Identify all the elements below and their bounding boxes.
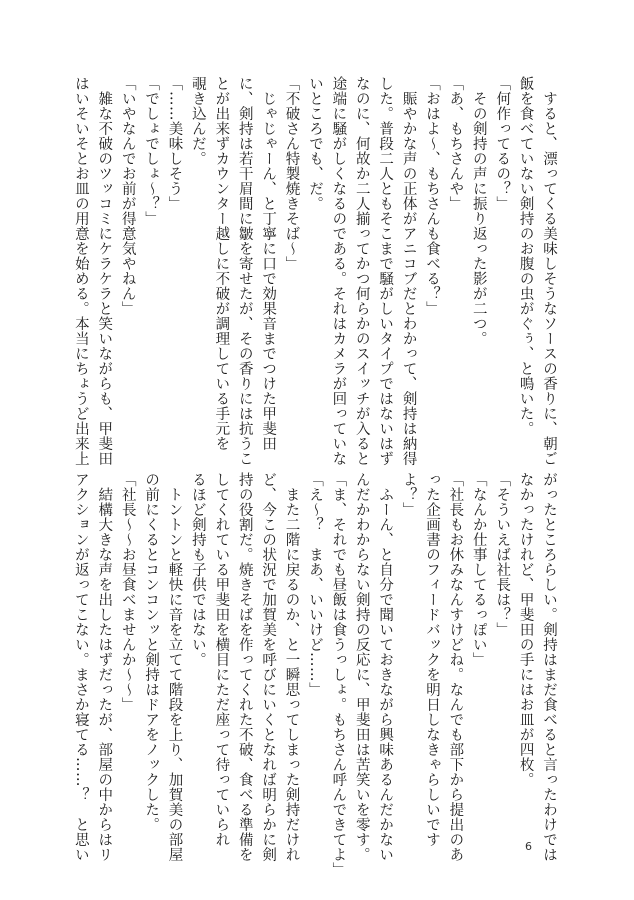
text-line: んだかわからない剣持の反応に、甲斐田は苦笑いを零す。	[353, 472, 370, 862]
text-line: 「え〜？ まあ、いいけど……」	[306, 472, 323, 697]
text-line: した。普段二人ともそこまで騒がしいタイプではないはず	[377, 76, 394, 466]
text-line: 賑やかな声の正体がアニコブだとわかって、剣持は納得	[400, 76, 417, 466]
text-line: ど、今この状況で加賀美を呼びにいくとなれば明らかに剣	[260, 472, 277, 862]
text-line: がったところらしい。剣持はまだ食べると言ったわけでは	[541, 472, 557, 862]
text-line: じゃじゃーん、と丁寧に口で効果音までつけた甲斐田	[260, 76, 277, 451]
text-line: よ？」	[400, 472, 417, 517]
text-line: 雑な不破のツッコミにケラケラと笑いながらも、甲斐田	[96, 76, 113, 466]
text-line: 途端に騒がしくなるのである。それはカメラが回っていな	[330, 76, 347, 466]
text-line: なかったけれど、甲斐田の手にはお皿が四枚。	[517, 472, 534, 787]
text-line: 「いやなんでお前が得意気やねん」	[119, 76, 136, 316]
text-line: その剣持の声に振り返った影が二つ。	[470, 76, 487, 346]
text-line: 結構大きな声を出したはずだったが、部屋の中からはリ	[96, 472, 113, 862]
text-line: った企画書のフィードバックを明日しなきゃらしいです	[423, 472, 440, 847]
text-line: 「あ、もちさんや」	[447, 76, 464, 211]
text-line: 「不破さん特製焼きそば〜」	[283, 76, 300, 271]
text-line: はいそいそとお皿の用意を始める。本当にちょうど出来上	[72, 76, 89, 466]
text-line: 「……美味しそう」	[166, 76, 183, 211]
text-block-lower	[72, 472, 560, 877]
text-line: 「おはよ〜、もちさんも食べる？」	[423, 76, 440, 316]
text-line: 飯を食べていない剣持のお腹の虫がぐぅ、と鳴いた。	[517, 76, 534, 436]
page-number: 6	[525, 840, 532, 853]
text-line: してくれている甲斐田を横目にただ座って待っていられ	[213, 472, 230, 847]
text-line: 「そういえば社長は？」	[494, 472, 511, 637]
text-line: 「社長〜〜お昼食べませんか〜〜」	[119, 472, 136, 712]
text-line: に、剣持は若干眉間に皺を寄せたが、その香りには抗うこ	[236, 76, 253, 466]
text-line: トントンと軽快に音を立てて階段を上り、加賀美の部屋	[166, 472, 183, 862]
text-line: いところでも、だ。	[306, 76, 323, 211]
text-line: アクションが返ってこない。まさか寝てる……？ と思い	[72, 472, 89, 862]
text-line: 覗き込んだ。	[189, 76, 206, 166]
text-line: とが出来ずカウンター越しに不破が調理している手元を	[213, 76, 230, 451]
text-line: 「なんか仕事してるっぽい」	[470, 472, 487, 667]
text-line: 「でしょでしょ〜？」	[143, 76, 160, 226]
text-line: すると、漂ってくる美味しそうなソースの香りに、朝ご	[541, 76, 557, 466]
text-line: 「何作ってるの？」	[494, 76, 511, 211]
text-line: 「社長もお休みなんすけどね。なんでも部下から提出のあ	[447, 472, 464, 862]
text-line: なのに、何故か二人揃ってかつ何らかのスイッチが入ると	[353, 76, 370, 466]
text-line: また二階に戻るのか、と一瞬思ってしまった剣持だけれ	[283, 472, 300, 862]
text-line: るほど剣持も子供ではない。	[189, 472, 206, 667]
text-line: 「ま、それでも昼飯は食うっしょ。もちさん呼んできてよ」	[330, 472, 347, 877]
text-line: の前にくるとコンコンッと剣持はドアをノックした。	[143, 472, 160, 832]
text-block-upper	[72, 76, 560, 466]
text-line: ふーん、と自分で聞いておきながら興味あるんだかない	[377, 472, 394, 862]
text-line: 持の役割だ。焼きそばを作ってくれた不破、食べる準備を	[236, 472, 253, 862]
